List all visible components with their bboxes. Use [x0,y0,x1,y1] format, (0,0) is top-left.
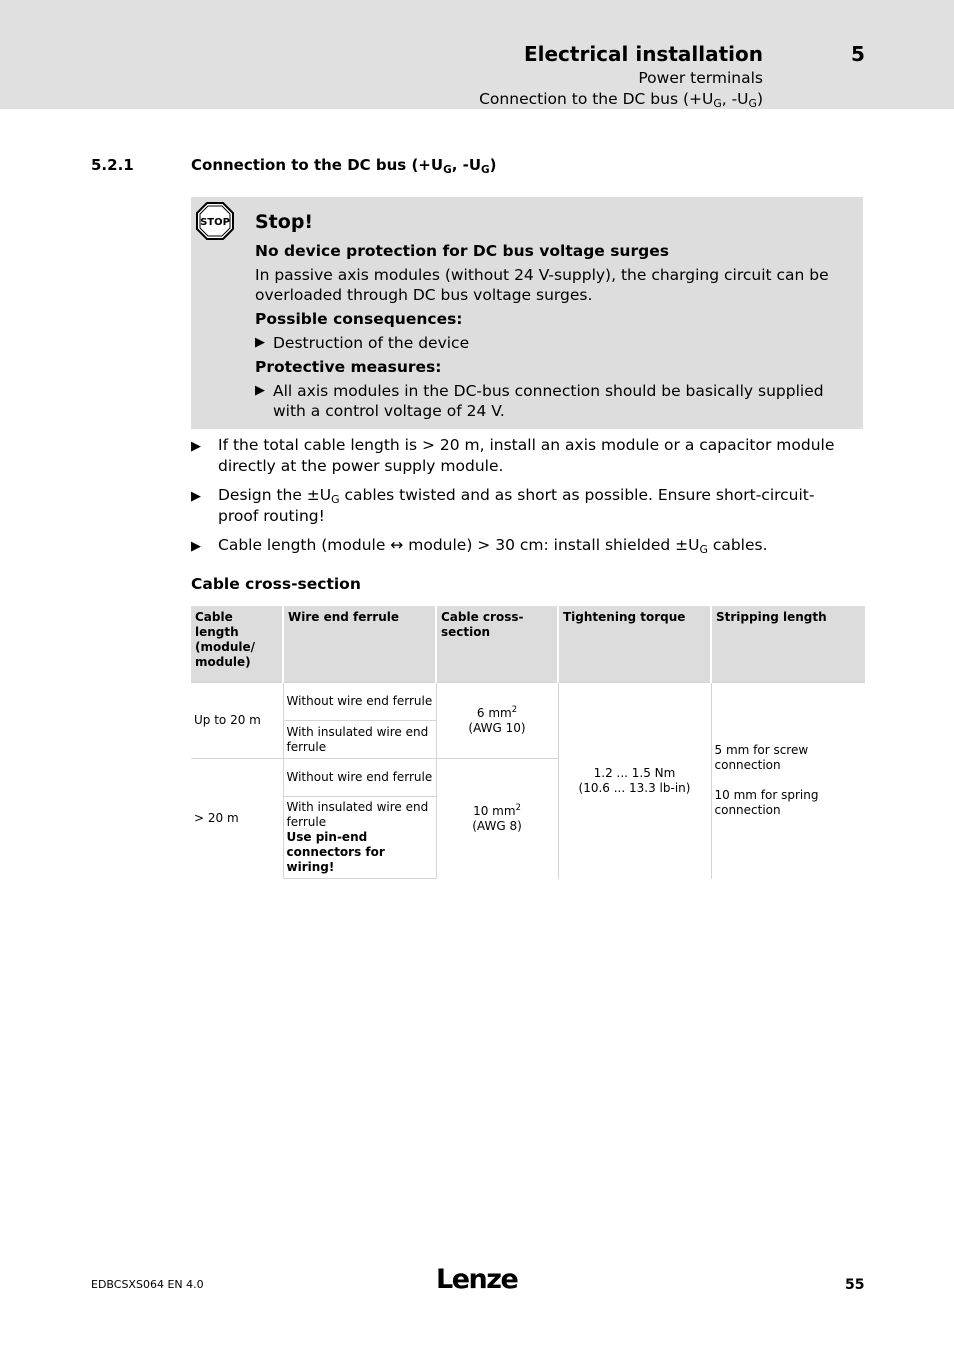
lenze-logo: Lenze [436,1264,518,1295]
column-header: Tightening torque [558,606,711,683]
stop-subheading: No device protection for DC bus voltage surges [255,242,669,260]
consequence-item: ▶ Destruction of the device [255,334,470,352]
chapter-number: 5 [851,42,865,66]
ferrule-cell: Without wire end ferrule [283,683,436,721]
cable-table-heading: Cable cross-section [191,575,361,593]
document-code: EDBCSXS064 EN 4.0 [91,1278,204,1291]
page-number: 55 [845,1277,865,1293]
arrow-bullet-icon: ▶ [255,335,265,350]
chapter-title: Electrical installation [523,42,763,66]
column-header: Cable cross-section [436,606,558,683]
tightening-torque-cell: 1.2 ... 1.5 Nm (10.6 ... 13.3 lb-in) [558,683,711,879]
measures-label: Protective measures: [255,358,442,376]
arrow-bullet-icon: ▶ [191,539,201,554]
cross-section-cell: 6 $mm^2$ (AWG 10) [436,683,558,759]
ferrule-cell: With insulated wire end ferrule [283,721,436,759]
svg-text:STOP: STOP [200,217,230,228]
stop-heading: Stop! [255,211,314,233]
ferrule-note: Use pin-end connectors for wiring! [286,830,385,874]
column-header: Cable length (module/ module) [191,606,283,683]
instruction-list [191,435,851,565]
table-header-row [191,606,865,683]
header-band [0,0,954,109]
header-subtitle-2: Connection to the DC bus ($+U_G$, $-U_G$) [479,90,763,110]
stripping-length-cell: 5 mm for screw connection 10 mm for spring connection [711,683,865,879]
cable-length-cell: > 20 m [191,759,283,879]
stop-sign-icon [196,202,234,240]
arrow-bullet-icon: ▶ [191,489,201,504]
stop-text: In passive axis modules (without 24 V-supply), the charging circuit can be overloaded through DC bus voltage surges. [255,266,829,304]
arrow-bullet-icon: ▶ [255,383,265,398]
ferrule-cell: Without wire end ferrule [283,759,436,797]
consequences-label: Possible consequences: [255,310,463,328]
stop-warning-box [191,197,863,429]
section-title: Connection to the DC bus ($+U_G$, $-U_G$) [191,156,497,176]
table-row [191,683,865,721]
ferrule-cell: With insulated wire end ferrule Use pin-end connectors for wiring! [283,797,436,879]
header-subtitle-1: Power terminals [638,69,763,87]
instruction-item: ▶ Design the $\pm U_G$ cables twisted and as short as possible. Ensure short-circuit-proof routing! [191,486,815,525]
cross-section-cell: 10 $mm^2$ (AWG 8) [436,759,558,879]
instruction-item: ▶ Cable length (module ↔ module) > 30 cm: install shielded $\pm U_G$ cables. [191,536,768,556]
section-number: 5.2.1 [91,156,134,174]
cable-cross-section-table [191,606,865,879]
arrow-bullet-icon: ▶ [191,439,201,454]
column-header: Wire end ferrule [283,606,436,683]
instruction-item: ▶ If the total cable length is > 20 m, install an axis module or a capacitor module directly at the power supply module. [191,436,835,475]
cable-length-cell: Up to 20 m [191,683,283,759]
column-header: Stripping length [711,606,865,683]
measure-item: ▶ All axis modules in the DC-bus connection should be basically supplied with a control voltage of 24 V. [255,382,824,420]
